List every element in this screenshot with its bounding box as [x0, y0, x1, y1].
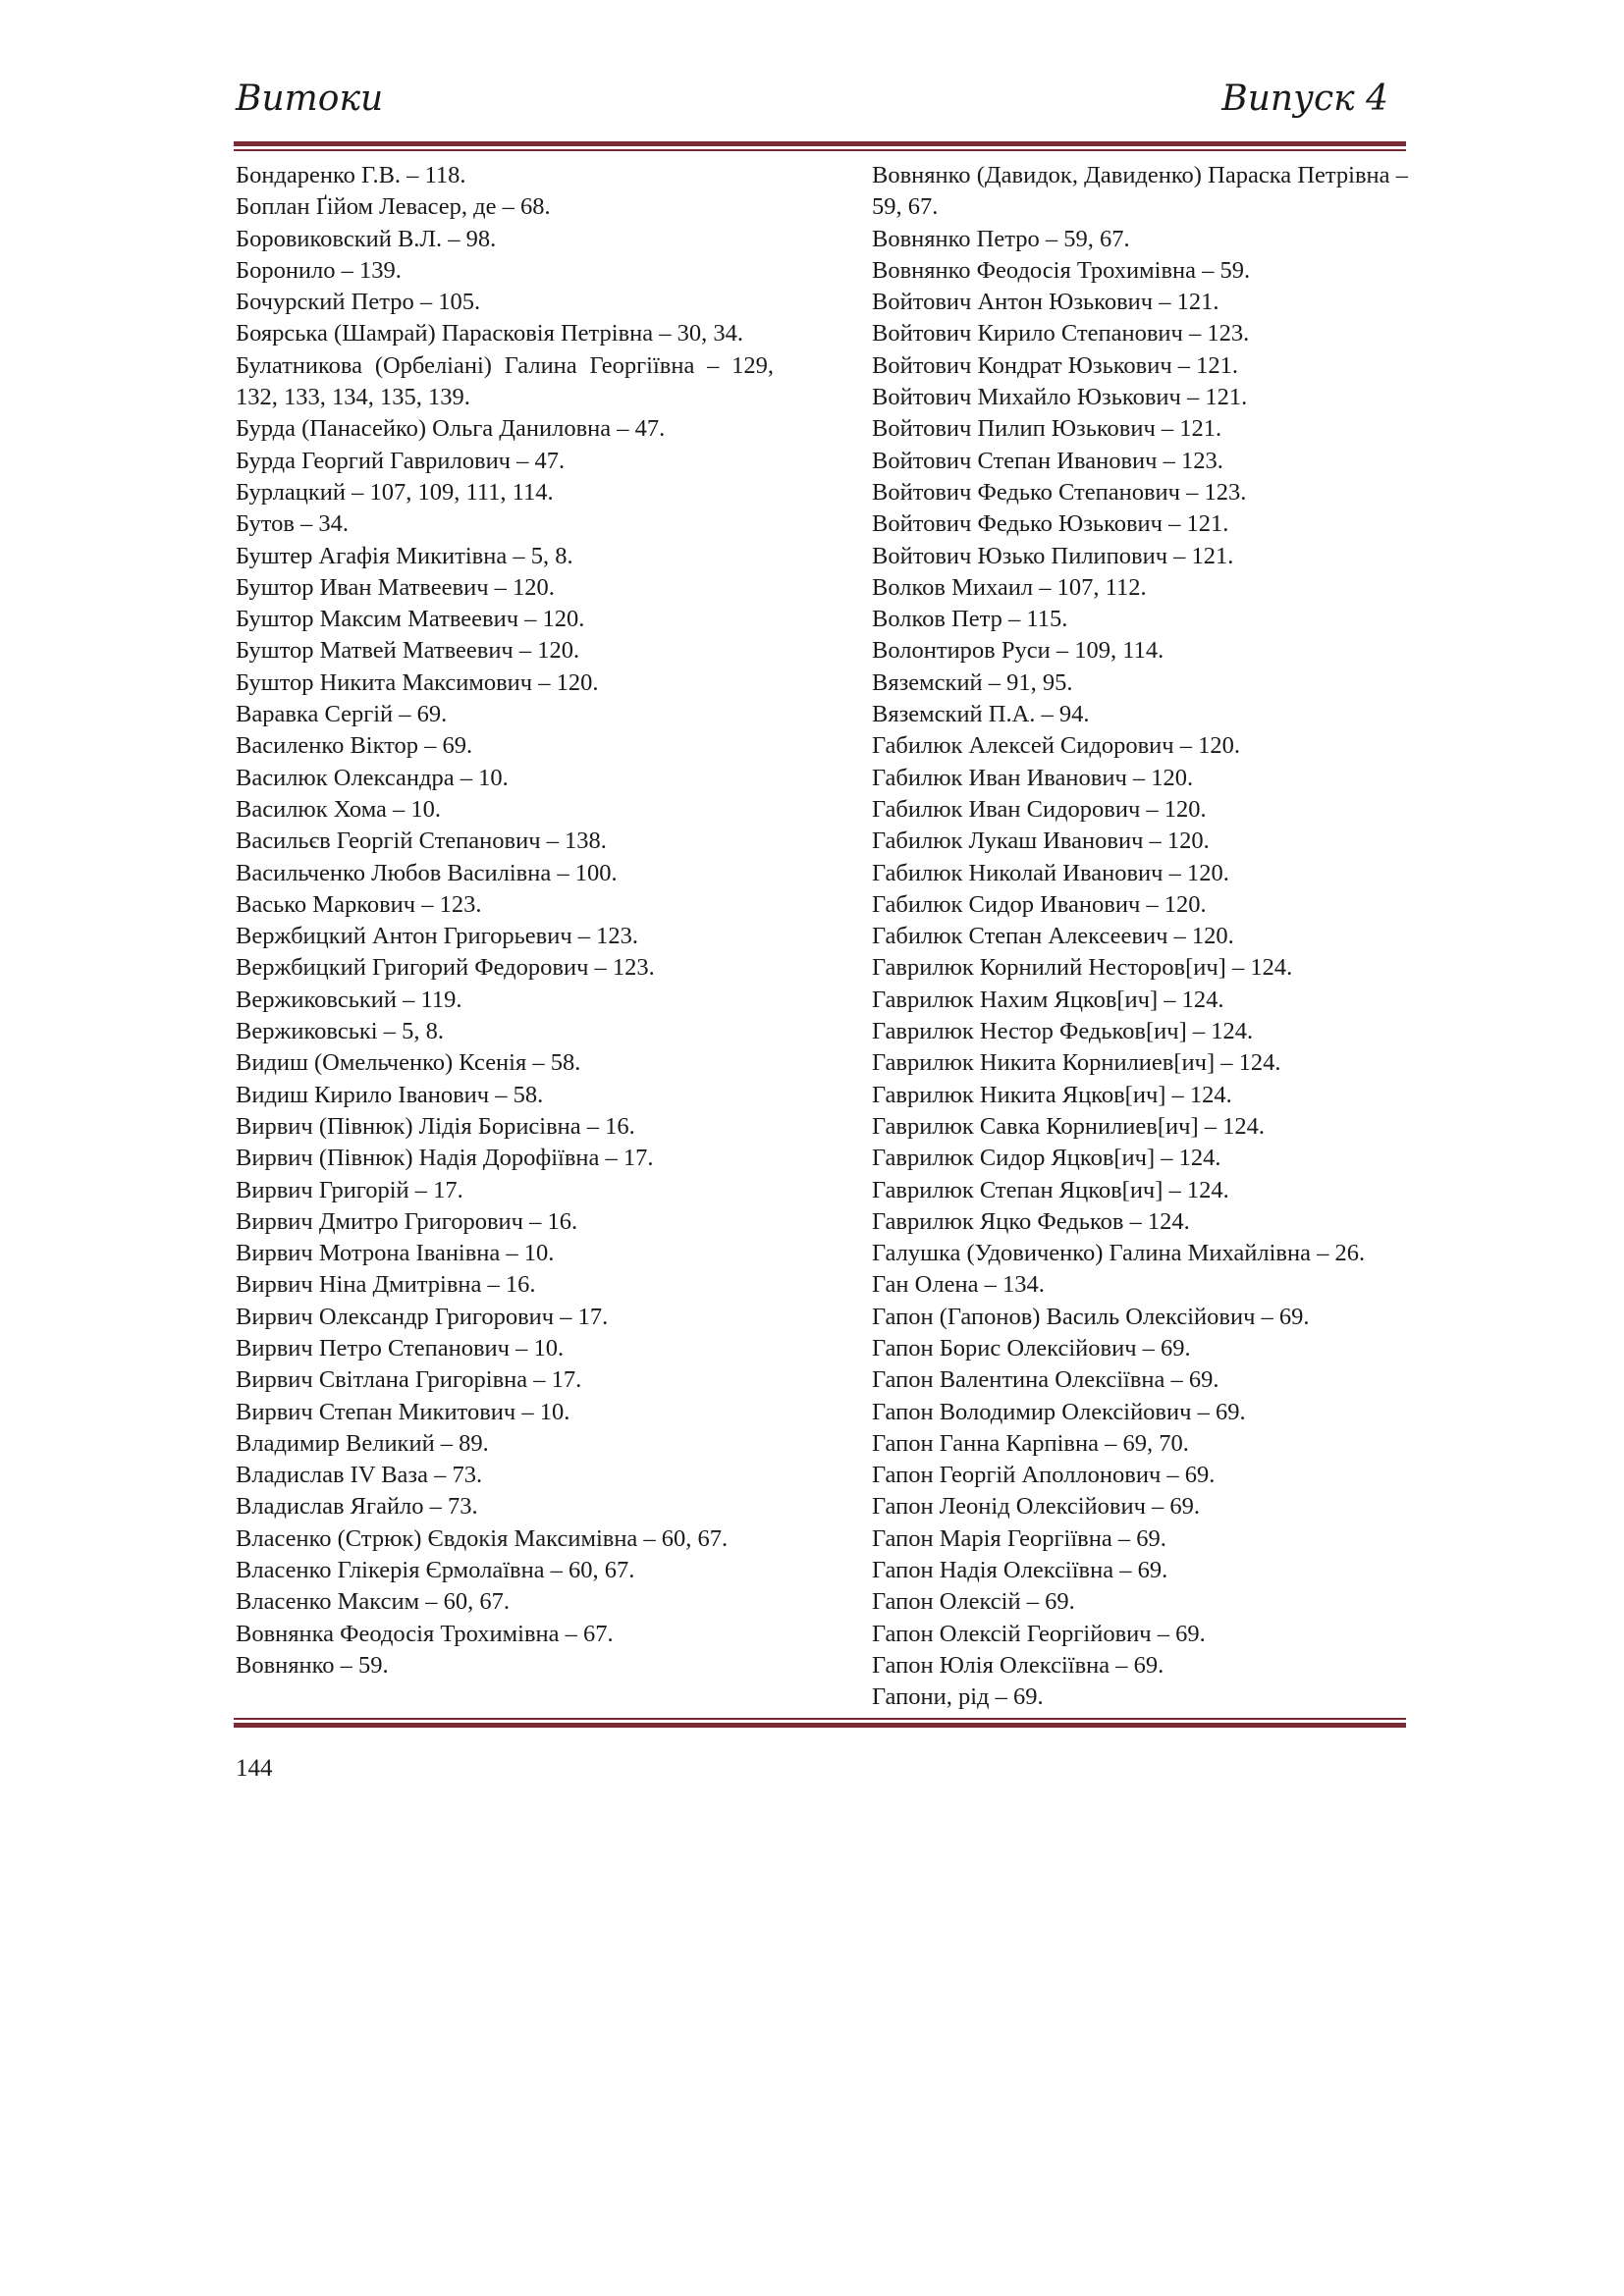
index-entry: Волонтиров Руси – 109, 114. [872, 637, 1164, 665]
index-entry: Габилюк Алексей Сидорович – 120. [872, 732, 1240, 760]
index-entry: Власенко Глікерія Єрмолаївна – 60, 67. [236, 1557, 635, 1584]
index-entry: Гаврилюк Нахим Яцков[ич] – 124. [872, 986, 1224, 1013]
index-entry: Вирвич Ніна Дмитрівна – 16. [236, 1271, 536, 1299]
index-entry: Габилюк Лукаш Иванович – 120. [872, 828, 1210, 855]
index-entry: Гаврилюк Степан Яцков[ич] – 124. [872, 1176, 1229, 1203]
index-entry: Волков Михаил – 107, 112. [872, 573, 1147, 601]
index-entry: Габилюк Сидор Иванович – 120. [872, 890, 1207, 918]
index-entry: Василенко Віктор – 69. [236, 732, 473, 760]
index-entry: Вержиковський – 119. [236, 986, 462, 1013]
index-entry: Гапон (Гапонов) Василь Олексійович – 69. [872, 1303, 1310, 1330]
index-entry: Боярська (Шамрай) Парасковія Петрівна – 30, 34. [236, 320, 744, 347]
index-entry: Владислав IV Ваза – 73. [236, 1462, 483, 1489]
index-entry: Боронило – 139. [236, 256, 402, 284]
index-entry: Войтович Антон Юзькович – 121. [872, 289, 1219, 316]
index-entry: Василюк Хома – 10. [236, 795, 442, 823]
page-number: 144 [236, 1755, 273, 1782]
footer-rule-thick [234, 1723, 1406, 1728]
index-entry: Войтович Кондрат Юзькович – 121. [872, 351, 1239, 379]
index-entry: Вирвич (Півнюк) Лідія Борисівна – 16. [236, 1112, 635, 1140]
index-entry: Вержиковські – 5, 8. [236, 1018, 444, 1045]
index-entry: Вирвич Григорій – 17. [236, 1176, 463, 1203]
index-entry: Вовнянко Петро – 59, 67. [872, 225, 1130, 252]
index-entry: Вяземский П.А. – 94. [872, 701, 1090, 728]
index-entry: Войтович Юзько Пилипович – 121. [872, 542, 1234, 569]
header-rule-thick [234, 141, 1406, 146]
index-entry: Вирвич Світлана Григорівна – 17. [236, 1366, 582, 1394]
index-entry: Бутов – 34. [236, 510, 350, 538]
index-entry: Вовнянко (Давидок, Давиденко) Параска Петрівна – 59, 67. [872, 162, 1408, 221]
index-column-right [872, 160, 1408, 1714]
index-entry: Гапон Марія Георгіївна – 69. [872, 1524, 1166, 1552]
header-rule-thin [234, 149, 1406, 151]
index-entry: Гапон Георгій Аполлонович – 69. [872, 1462, 1216, 1489]
index-entry: Гаврилюк Корнилий Несторов[ич] – 124. [872, 954, 1293, 982]
index-entry: Буштор Никита Максимович – 120. [236, 668, 599, 696]
index-entry: Васильєв Георгій Степанович – 138. [236, 828, 607, 855]
index-entry: Буштер Агафія Микитівна – 5, 8. [236, 542, 573, 569]
index-entry: Галушка (Удовиченко) Галина Михайлівна – 26. [872, 1240, 1366, 1267]
index-entry: Ган Олена – 134. [872, 1271, 1045, 1299]
index-entry: Буштор Максим Матвеевич – 120. [236, 606, 585, 633]
index-entry: Гапони, рід – 69. [872, 1683, 1044, 1711]
index-entry: Бурда Георгий Гаврилович – 47. [236, 447, 566, 474]
index-entry: Войтович Кирило Степанович – 123. [872, 320, 1250, 347]
index-entry: Гапон Володимир Олексійович – 69. [872, 1398, 1246, 1425]
index-entry: Вовнянка Феодосія Трохимівна – 67. [236, 1620, 614, 1647]
index-entry: Гапон Ганна Карпівна – 69, 70. [872, 1429, 1189, 1457]
index-entry: Волков Петр – 115. [872, 606, 1068, 633]
index-entry: Гапон Надія Олексіївна – 69. [872, 1557, 1168, 1584]
index-entry: Гаврилюк Савка Корнилиев[ич] – 124. [872, 1112, 1265, 1140]
footer-rule-thin [234, 1718, 1406, 1720]
index-entry: Видиш (Омельченко) Ксенія – 58. [236, 1049, 581, 1077]
index-entry: Вержбицкий Григорий Федорович – 123. [236, 954, 655, 982]
index-entry: Гапон Валентина Олексіївна – 69. [872, 1366, 1219, 1394]
index-entry: Владимир Великий – 89. [236, 1429, 489, 1457]
index-entry: Власенко Максим – 60, 67. [236, 1588, 510, 1616]
index-entry: Габилюк Иван Иванович – 120. [872, 764, 1194, 791]
index-entry: Гаврилюк Яцко Федьков – 124. [872, 1207, 1190, 1235]
index-entry: Вирвич Олександр Григорович – 17. [236, 1303, 609, 1330]
index-entry: Гаврилюк Сидор Яцков[ич] – 124. [872, 1145, 1221, 1172]
index-entry: Габилюк Иван Сидорович – 120. [872, 795, 1207, 823]
index-entry: Гапон Борис Олексійович – 69. [872, 1334, 1191, 1362]
index-entry: Гапон Юлія Олексіївна – 69. [872, 1651, 1164, 1679]
index-entry: Вовнянко Феодосія Трохимівна – 59. [872, 256, 1251, 284]
index-entry: Вержбицкий Антон Григорьевич – 123. [236, 923, 639, 950]
index-entry: Вирвич Петро Степанович – 10. [236, 1334, 565, 1362]
index-entry: Васько Маркович – 123. [236, 890, 482, 918]
index-column-left [236, 160, 774, 1682]
index-entry: Власенко (Стрюк) Євдокія Максимівна – 60, 67. [236, 1524, 729, 1552]
index-entry: Василюк Олександра – 10. [236, 764, 509, 791]
index-entry: Войтович Федько Степанович – 123. [872, 478, 1247, 506]
index-entry: Гапон Леонід Олексійович – 69. [872, 1493, 1201, 1521]
index-entry: Боплан Ґійом Левасер, де – 68. [236, 193, 551, 221]
index-entry: Бурда (Панасейко) Ольга Даниловна – 47. [236, 415, 666, 443]
index-entry: Буштор Иван Матвеевич – 120. [236, 573, 555, 601]
index-entry: Вирвич (Півнюк) Надія Дорофіївна – 17. [236, 1145, 654, 1172]
index-entry: Гапон Олексій – 69. [872, 1588, 1075, 1616]
index-entry: Гапон Олексій Георгійович – 69. [872, 1620, 1206, 1647]
index-entry: Гаврилюк Никита Корнилиев[ич] – 124. [872, 1049, 1281, 1077]
index-entry: Бочурский Петро – 105. [236, 289, 481, 316]
index-entry: Вяземский – 91, 95. [872, 668, 1073, 696]
index-entry: Боровиковский В.Л. – 98. [236, 225, 497, 252]
index-entry: Буштор Матвей Матвеевич – 120. [236, 637, 580, 665]
index-entry: Видиш Кирило Іванович – 58. [236, 1081, 544, 1108]
index-entry: Габилюк Степан Алексеевич – 120. [872, 923, 1234, 950]
index-entry: Габилюк Николай Иванович – 120. [872, 859, 1229, 886]
index-entry: Вирвич Мотрона Іванівна – 10. [236, 1240, 555, 1267]
index-entry: Войтович Пилип Юзькович – 121. [872, 415, 1222, 443]
index-entry: Гаврилюк Никита Яцков[ич] – 124. [872, 1081, 1232, 1108]
index-entry: Вирвич Степан Микитович – 10. [236, 1398, 570, 1425]
index-entry: Войтович Федько Юзькович – 121. [872, 510, 1229, 538]
index-entry: Войтович Михайло Юзькович – 121. [872, 384, 1248, 411]
index-entry: Бондаренко Г.В. – 118. [236, 162, 466, 188]
index-entry: Вирвич Дмитро Григорович – 16. [236, 1207, 578, 1235]
index-entry: Вовнянко – 59. [236, 1651, 389, 1679]
journal-title: Витоки [236, 79, 384, 119]
issue-title: Випуск 4 [1221, 79, 1388, 119]
index-entry: Булатникова (Орбеліані) Галина Георгіївна – 129, 132, 133, 134, 135, 139. [236, 351, 774, 411]
index-entry: Бурлацкий – 107, 109, 111, 114. [236, 478, 554, 506]
index-entry: Варавка Сергій – 69. [236, 701, 448, 728]
index-entry: Гаврилюк Нестор Федьков[ич] – 124. [872, 1018, 1254, 1045]
index-entry: Войтович Степан Иванович – 123. [872, 447, 1223, 474]
index-entry: Владислав Ягайло – 73. [236, 1493, 478, 1521]
index-entry: Васильченко Любов Василівна – 100. [236, 859, 618, 886]
